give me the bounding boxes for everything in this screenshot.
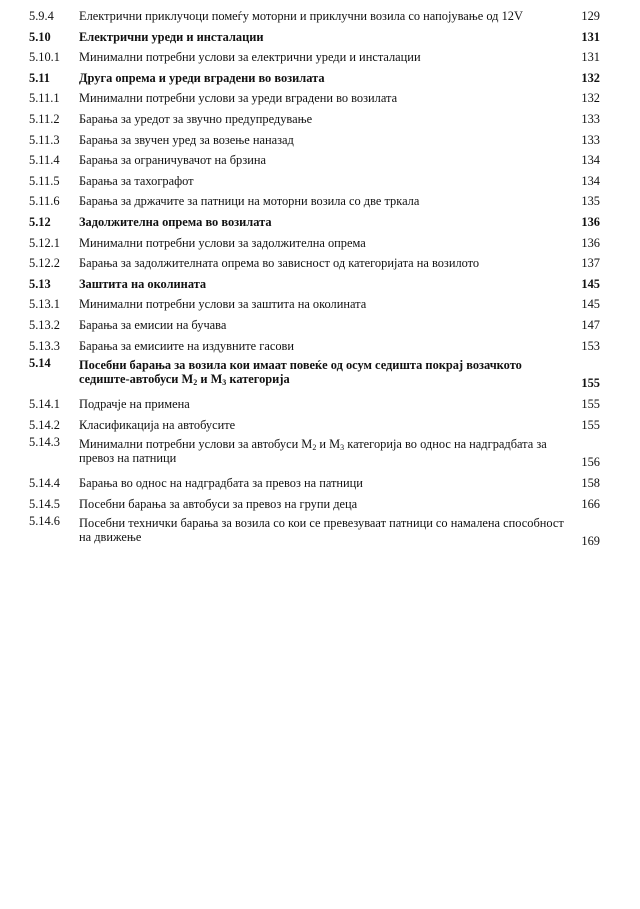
toc-entry-title: Минимални потребни услови за задолжителна опрема [79, 235, 366, 250]
toc-entry-number: 5.14.5 [29, 496, 60, 511]
toc-entry[interactable] [0, 88, 640, 109]
toc-entry-page: 133 [581, 132, 600, 147]
toc-entry-number: 5.11.2 [29, 111, 60, 126]
toc-entry-page: 145 [581, 276, 600, 291]
toc-entry-page: 134 [581, 153, 600, 168]
toc-entry[interactable] [0, 253, 640, 274]
toc-entry-title: Барања за задолжителната опрема во зависност од категоријата на возилото [79, 256, 480, 271]
toc-entry[interactable] [0, 27, 640, 48]
toc-entry-title: Минимални потребни услови за заштита на околината [79, 297, 367, 312]
toc-entry-page: 131 [581, 29, 600, 44]
toc-entry[interactable] [0, 494, 640, 515]
toc-entry-title: Барања за тахографот [79, 173, 194, 188]
toc-entry-page: 155 [581, 417, 600, 432]
toc-entry-page: 158 [581, 476, 600, 491]
toc-entry-title: Барања за ограничувачот на брзина [79, 153, 267, 168]
toc-entry-number: 5.14.1 [29, 397, 60, 412]
toc-entry-number: 5.14.4 [29, 476, 60, 491]
toc-entry-page: 155 [581, 376, 600, 391]
toc-entry-page: 155 [581, 397, 600, 412]
toc-entry[interactable] [0, 356, 640, 394]
toc-entry-page: 156 [581, 455, 600, 470]
toc-entry-page: 166 [581, 496, 600, 511]
toc-entry-number: 5.14.3 [29, 435, 60, 450]
toc-entry-number: 5.13.3 [29, 338, 60, 353]
toc-entry[interactable] [0, 171, 640, 192]
toc-entry-number: 5.14.6 [29, 514, 60, 529]
toc-entry-number: 5.11.1 [29, 91, 60, 106]
toc-entry-page: 137 [581, 256, 600, 271]
toc-entry[interactable] [0, 473, 640, 494]
toc-entry-number: 5.11.5 [29, 173, 60, 188]
table-of-contents [0, 6, 640, 552]
toc-entry-title: Посебни барања за автобуси за превоз на групи деца [79, 496, 358, 511]
toc-entry-number: 5.13 [29, 276, 51, 291]
toc-entry-title: Барања за емисиите на издувните гасови [79, 338, 295, 353]
toc-entry-page: 147 [581, 317, 600, 332]
toc-entry-number: 5.9.4 [29, 9, 54, 23]
toc-entry-number: 5.11.6 [29, 194, 60, 209]
toc-entry-number: 5.11.3 [29, 132, 60, 147]
toc-entry-title: Минимални потребни услови за електрични уреди и инсталации [79, 50, 421, 65]
toc-entry[interactable] [0, 6, 640, 27]
toc-entry[interactable] [0, 415, 640, 436]
toc-entry-title: Електрични приклучоци помеѓу моторни и приклучни возила со напојување од 12V [79, 9, 523, 23]
toc-entry-page: 136 [581, 214, 600, 229]
toc-entry-number: 5.10 [29, 29, 51, 44]
toc-entry[interactable] [0, 109, 640, 130]
toc-entry[interactable] [0, 191, 640, 212]
toc-entry[interactable] [0, 130, 640, 151]
toc-entry[interactable] [0, 47, 640, 68]
toc-entry-page: 132 [581, 70, 600, 85]
toc-entry-title: Барања за емисии на бучава [79, 317, 227, 332]
toc-entry[interactable] [0, 336, 640, 357]
toc-entry-number: 5.13.2 [29, 317, 60, 332]
toc-entry[interactable] [0, 274, 640, 295]
toc-entry-page: 133 [581, 111, 600, 126]
toc-entry[interactable] [0, 435, 640, 473]
toc-entry-title: Барања во однос на надградбата за превоз на патници [79, 476, 363, 491]
toc-entry-number: 5.12 [29, 214, 51, 229]
toc-entry-number: 5.11.4 [29, 153, 60, 168]
toc-entry-number: 5.11 [29, 70, 50, 85]
toc-entry-title: Барања за држачите за патници на моторни возила со две тркала [79, 194, 420, 209]
toc-entry-page: 132 [581, 91, 600, 106]
toc-entry-title: Задолжителна опрема во возилата [79, 214, 272, 229]
toc-entry[interactable] [0, 212, 640, 233]
toc-entry-number: 5.13.1 [29, 297, 60, 312]
toc-entry-number: 5.14.2 [29, 417, 60, 432]
toc-entry-page: 145 [581, 297, 600, 312]
toc-entry-title: Заштита на околината [79, 276, 207, 291]
toc-entry-title: Посебни технички барања за возила со кои се превезуваат патници со намалена способност на движење [79, 516, 564, 545]
toc-entry-number: 5.10.1 [29, 50, 60, 65]
toc-entry-number: 5.12.1 [29, 235, 60, 250]
toc-entry[interactable] [0, 315, 640, 336]
toc-entry[interactable] [0, 68, 640, 89]
toc-entry-page: 153 [581, 338, 600, 353]
toc-entry-page: 136 [581, 235, 600, 250]
toc-entry-title: Минимални потребни услови за автобуси $M_2$ и $M_3$ категорија во однос на надградбата за превоз на патници [79, 437, 547, 466]
toc-entry-number: 5.12.2 [29, 256, 60, 271]
toc-entry-title: Минимални потребни услови за уреди вградени во возилата [79, 91, 398, 106]
toc-entry[interactable] [0, 394, 640, 415]
toc-entry-page: 169 [581, 534, 600, 549]
toc-entry-page: 134 [581, 173, 600, 188]
toc-entry-title: Друга опрема и уреди вградени во возилата [79, 70, 325, 85]
toc-entry-title: Електрични уреди и инсталации [79, 29, 264, 44]
toc-entry-title: Класификација на автобусите [79, 417, 236, 432]
toc-entry-title: Подрачје на примена [79, 397, 190, 412]
toc-entry-number: 5.14 [29, 356, 51, 371]
toc-entry[interactable] [0, 150, 640, 171]
toc-entry-title: Барања за звучен уред за возење наназад [79, 132, 294, 147]
toc-entry-title: Посебни барања за возила кои имаат повеќе од осум седишта покрај возачкото седиште-автобуси $M_2$ и $M_3$ категорија [79, 358, 522, 388]
toc-entry[interactable] [0, 514, 640, 552]
toc-entry-page: 135 [581, 194, 600, 209]
toc-entry[interactable] [0, 294, 640, 315]
toc-entry-page: 129 [581, 9, 600, 23]
toc-entry-title: Барања за уредот за звучно предупредување [79, 111, 313, 126]
toc-entry-page: 131 [581, 50, 600, 65]
toc-entry[interactable] [0, 233, 640, 254]
